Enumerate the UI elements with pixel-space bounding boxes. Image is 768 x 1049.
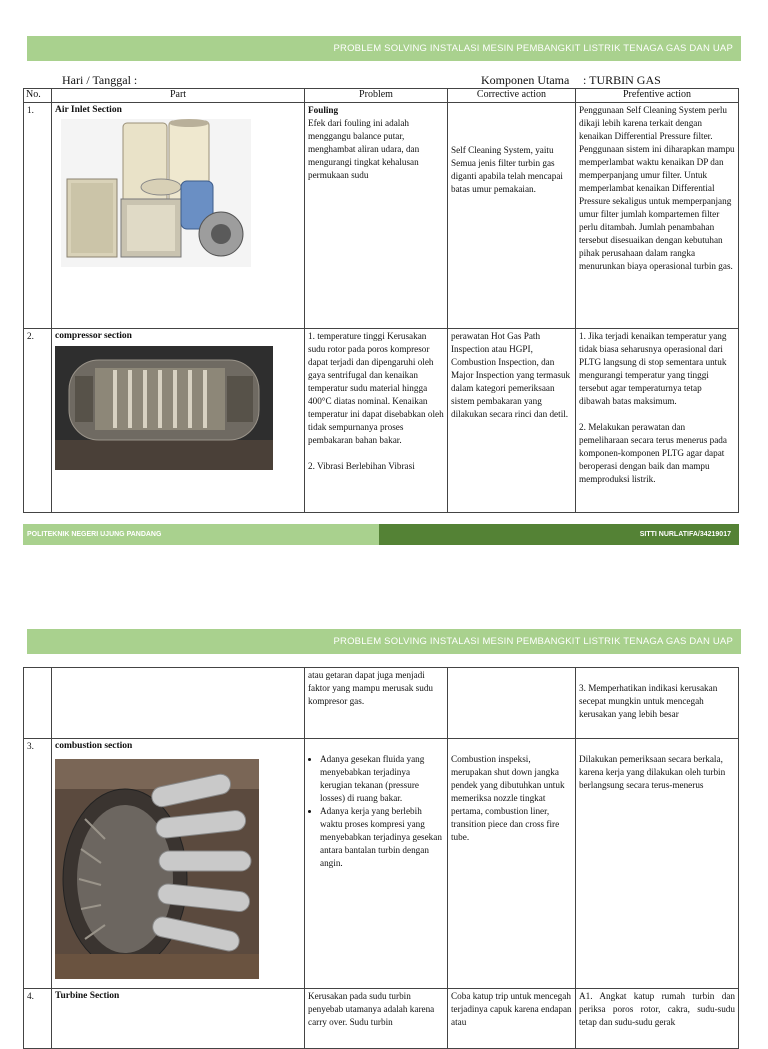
problem-text-2: 2. Vibrasi Berlebihan Vibrasi <box>308 461 415 471</box>
compressor-image <box>55 346 273 470</box>
preventive-cell <box>576 103 739 329</box>
problem-cell <box>305 989 448 1049</box>
row-number: 2. <box>24 329 52 513</box>
preventive-cell <box>576 739 739 989</box>
corrective-text-1: Self Cleaning System, yaitu <box>451 145 554 155</box>
combustion-image <box>55 759 259 979</box>
header-preventive: Prefentive action <box>576 89 739 103</box>
part-cell <box>52 103 305 329</box>
header-problem: Problem <box>305 89 448 103</box>
problem-item-2: • Adanya kerja yang berlebih waktu proses kompresi yang menyebabkan terjadinya gesekan antara bantalan turbin dengan angin. <box>320 805 444 870</box>
problem-title: Fouling <box>308 105 339 115</box>
problem-text: Efek dari fouling ini adalah menggangu balance putar, menghambat aliran udara, dan mengurangi tingkat kehalusan permukaan sudu <box>308 118 420 180</box>
problem-cell <box>305 329 448 513</box>
corrective-text-2: Semua jenis filter turbin gas diganti apabila telah mencapai batas umur pemakaian. <box>451 158 563 194</box>
corrective-cell <box>448 329 576 513</box>
problem-table <box>23 88 739 513</box>
corrective-text: perawatan Hot Gas Path Inspection atau HGPI, Combustion Inspection, dan Major Inspection yang termasuk dalam kategori pemeriksaan sistem pembakaran yang dilakukan secara rinci dan detil. <box>451 331 571 419</box>
preventive-text: A1. Angkat katup rumah turbin dan periksa poros rotor, cakra, sudu-sudu tetap dan sudu-sudu gerak <box>579 991 735 1027</box>
table-row <box>24 668 739 739</box>
problem-cell <box>305 739 448 989</box>
corrective-cell <box>448 989 576 1049</box>
page-banner-2 <box>27 629 741 654</box>
table-header-row <box>24 89 739 103</box>
problem-text: Kerusakan pada sudu turbin penyebab utamanya adalah karena carry over. Sudu turbin <box>308 991 435 1027</box>
table-row <box>24 989 739 1049</box>
footer-institution: POLITEKNIK NEGERI UJUNG PANDANG <box>23 524 379 545</box>
page-banner <box>27 36 741 61</box>
component-label: Komponen Utama <box>481 73 570 87</box>
corrective-text: Combustion inspeksi, merupakan shut down jangka pendek yang dibutuhkan untuk memeriksa nozzle tingkat pertama, combustion liner, transition piece dan cross fire tube. <box>451 754 565 842</box>
preventive-text-3: 3. Memperhatikan indikasi kerusakan secepat mungkin untuk mencegah kerusakan yang lebih besar <box>579 683 718 719</box>
row-number: 1. <box>24 103 52 329</box>
part-name: Air Inlet Section <box>55 105 122 115</box>
header-part: Part <box>52 89 305 103</box>
part-name: compressor section <box>55 331 132 341</box>
problem-cell <box>305 103 448 329</box>
date-label: Hari / Tanggal : <box>62 73 138 87</box>
part-cell <box>52 329 305 513</box>
preventive-text-2: 2. Melakukan perawatan dan pemeliharaan secara terus menerus pada komponen-komponen PLTG agar dapat beroperasi dengan baik dan mampu memproduksi listrik. <box>579 422 727 484</box>
row-number: 3. <box>24 739 52 989</box>
banner-title: PROBLEM SOLVING INSTALASI MESIN PEMBANGKIT LISTRIK TENAGA GAS DAN UAP <box>333 43 733 54</box>
part-name: combustion section <box>55 741 133 751</box>
problem-cell <box>305 668 448 739</box>
preventive-text: Penggunaan Self Cleaning System perlu dikaji lebih karena terkait dengan kenaikan Differential Pressure filter. Penggunaan sistem ini diharapkan mampu memperlambat waktu kenaikan DP dan memperpanjang umur filter. Untuk memperlambat kenaikan Differential Pressure sekaligus untuk memperpanjang umur filter jumlah kompartemen filter perlu ditambah. Jumlah penambahan tersebut disesuaikan dengan kebutuhan pihak perusahaan dalam rangka menurunkan biaya operasional turbin gas. <box>579 105 735 271</box>
table-row <box>24 103 739 329</box>
footer-author: SITTI NURLATIFA/34219017 <box>379 524 739 545</box>
header-corrective: Corrective action <box>448 89 576 103</box>
row-number: 4. <box>24 989 52 1049</box>
preventive-cell <box>576 989 739 1049</box>
part-cell <box>52 989 305 1049</box>
problem-text-1: 1. temperature tinggi Kerusakan sudu rotor pada poros kompresor dapat terjadi dan dipengaruhi oleh gaya sentrifugal dan kenaikan temperatur sudu material hingga 400°C diatas nominal. Kenaikan temperatur ini dapat disebabkan oleh tidak sempurnanya proses pembakaran bahan bakar. <box>308 331 444 445</box>
part-name: Turbine Section <box>55 991 120 1001</box>
problem-item-1: • Adanya gesekan fluida yang menyebabkan terjadinya kerugian tekanan (pressure losses) di ruang bakar. <box>320 753 444 805</box>
problem-text-cont: atau getaran dapat juga menjadi faktor yang mampu merusak sudu kompresor gas. <box>308 670 434 706</box>
preventive-text-1: 1. Jika terjadi kenaikan temperatur yang tidak biasa seharusnya operasional dari PLTG langsung di stop sementara untuk mengurangi temperatur yang tinggi tersebut agar temperaturnya tetap dibawah batas maksimum. <box>579 331 727 406</box>
problem-table-continued <box>23 667 739 1049</box>
corrective-cell <box>448 103 576 329</box>
component-value: : TURBIN GAS <box>583 73 661 87</box>
table-row <box>24 329 739 513</box>
table-row <box>24 739 739 989</box>
part-cell <box>52 739 305 989</box>
problem-list <box>308 753 444 870</box>
preventive-cell <box>576 329 739 513</box>
preventive-text: Dilakukan pemeriksaan secara berkala, karena kerja yang dilakukan oleh turbin berlangsung secara terus-menerus <box>579 754 726 790</box>
banner-title-2: PROBLEM SOLVING INSTALASI MESIN PEMBANGKIT LISTRIK TENAGA GAS DAN UAP <box>333 636 733 647</box>
corrective-text: Coba katup trip untuk mencegah terjadinya capuk karena endapan atau <box>451 991 572 1027</box>
preventive-cell <box>576 668 739 739</box>
air-filters-image <box>61 119 251 267</box>
page-footer <box>23 524 739 545</box>
corrective-cell <box>448 739 576 989</box>
header-no: No. <box>24 89 52 103</box>
